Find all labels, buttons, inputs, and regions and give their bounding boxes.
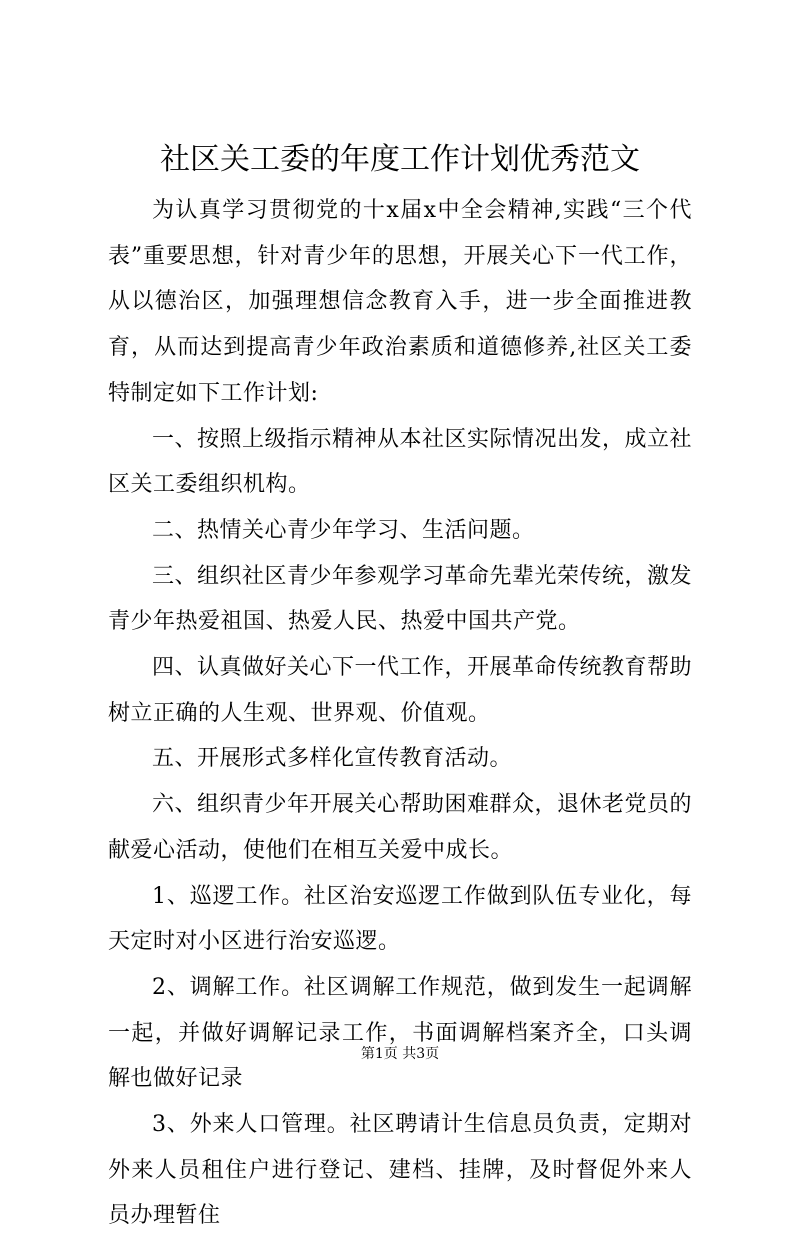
paragraph-migrant-management: 3、外来人口管理。社区聘请计生信息员负责，定期对外来人员租住户进行登记、建档、挂牌，及时督促外来人员办理暂住 bbox=[108, 1112, 692, 1229]
paragraph-patrol: 1、巡逻工作。社区治安巡逻工作做到队伍专业化，每天定时对小区进行治安巡逻。 bbox=[108, 883, 692, 955]
document-title: 社区关工委的年度工作计划优秀范文 bbox=[160, 142, 640, 177]
paragraph-item-4: 四、认真做好关心下一代工作，开展革命传统教育帮助树立正确的人生观、世界观、价值观。 bbox=[108, 655, 693, 726]
paragraph-item-5: 五、开展形式多样化宣传教育活动。 bbox=[152, 746, 513, 772]
paragraph-item-6: 六、组织青少年开展关心帮助困难群众，退休老党员的献爱心活动，使他们在相互关爱中成长。 bbox=[108, 792, 693, 863]
paragraph-item-3: 三、组织社区青少年参观学习革命先辈光荣传统，激发青少年热爱祖国、热爱人民、热爱中国共产党。 bbox=[108, 563, 693, 635]
paragraph-mediation: 2、调解工作。社区调解工作规范，做到发生一起调解一起，并做好调解记录工作，书面调解档案齐全，口头调解也做好记录 bbox=[108, 974, 692, 1092]
page-number-footer: 第1页 共3页 bbox=[360, 1046, 440, 1062]
paragraph-intro: 为认真学习贯彻党的十x届x中全会精神,实践“三个代表”重要思想，针对青少年的思想，开展关心下一代工作，从以德治区，加强理想信念教育入手，进一步全面推进教育，从而达到提高青少年政治素质和道德修养,社区关工委特制定如下工作计划: bbox=[108, 198, 692, 406]
paragraph-item-1: 一、按照上级指示精神从本社区实际情况出发，成立社区关工委组织机构。 bbox=[108, 426, 693, 498]
paragraph-item-2: 二、热情关心青少年学习、生活问题。 bbox=[152, 517, 535, 543]
document-body bbox=[108, 188, 692, 1239]
